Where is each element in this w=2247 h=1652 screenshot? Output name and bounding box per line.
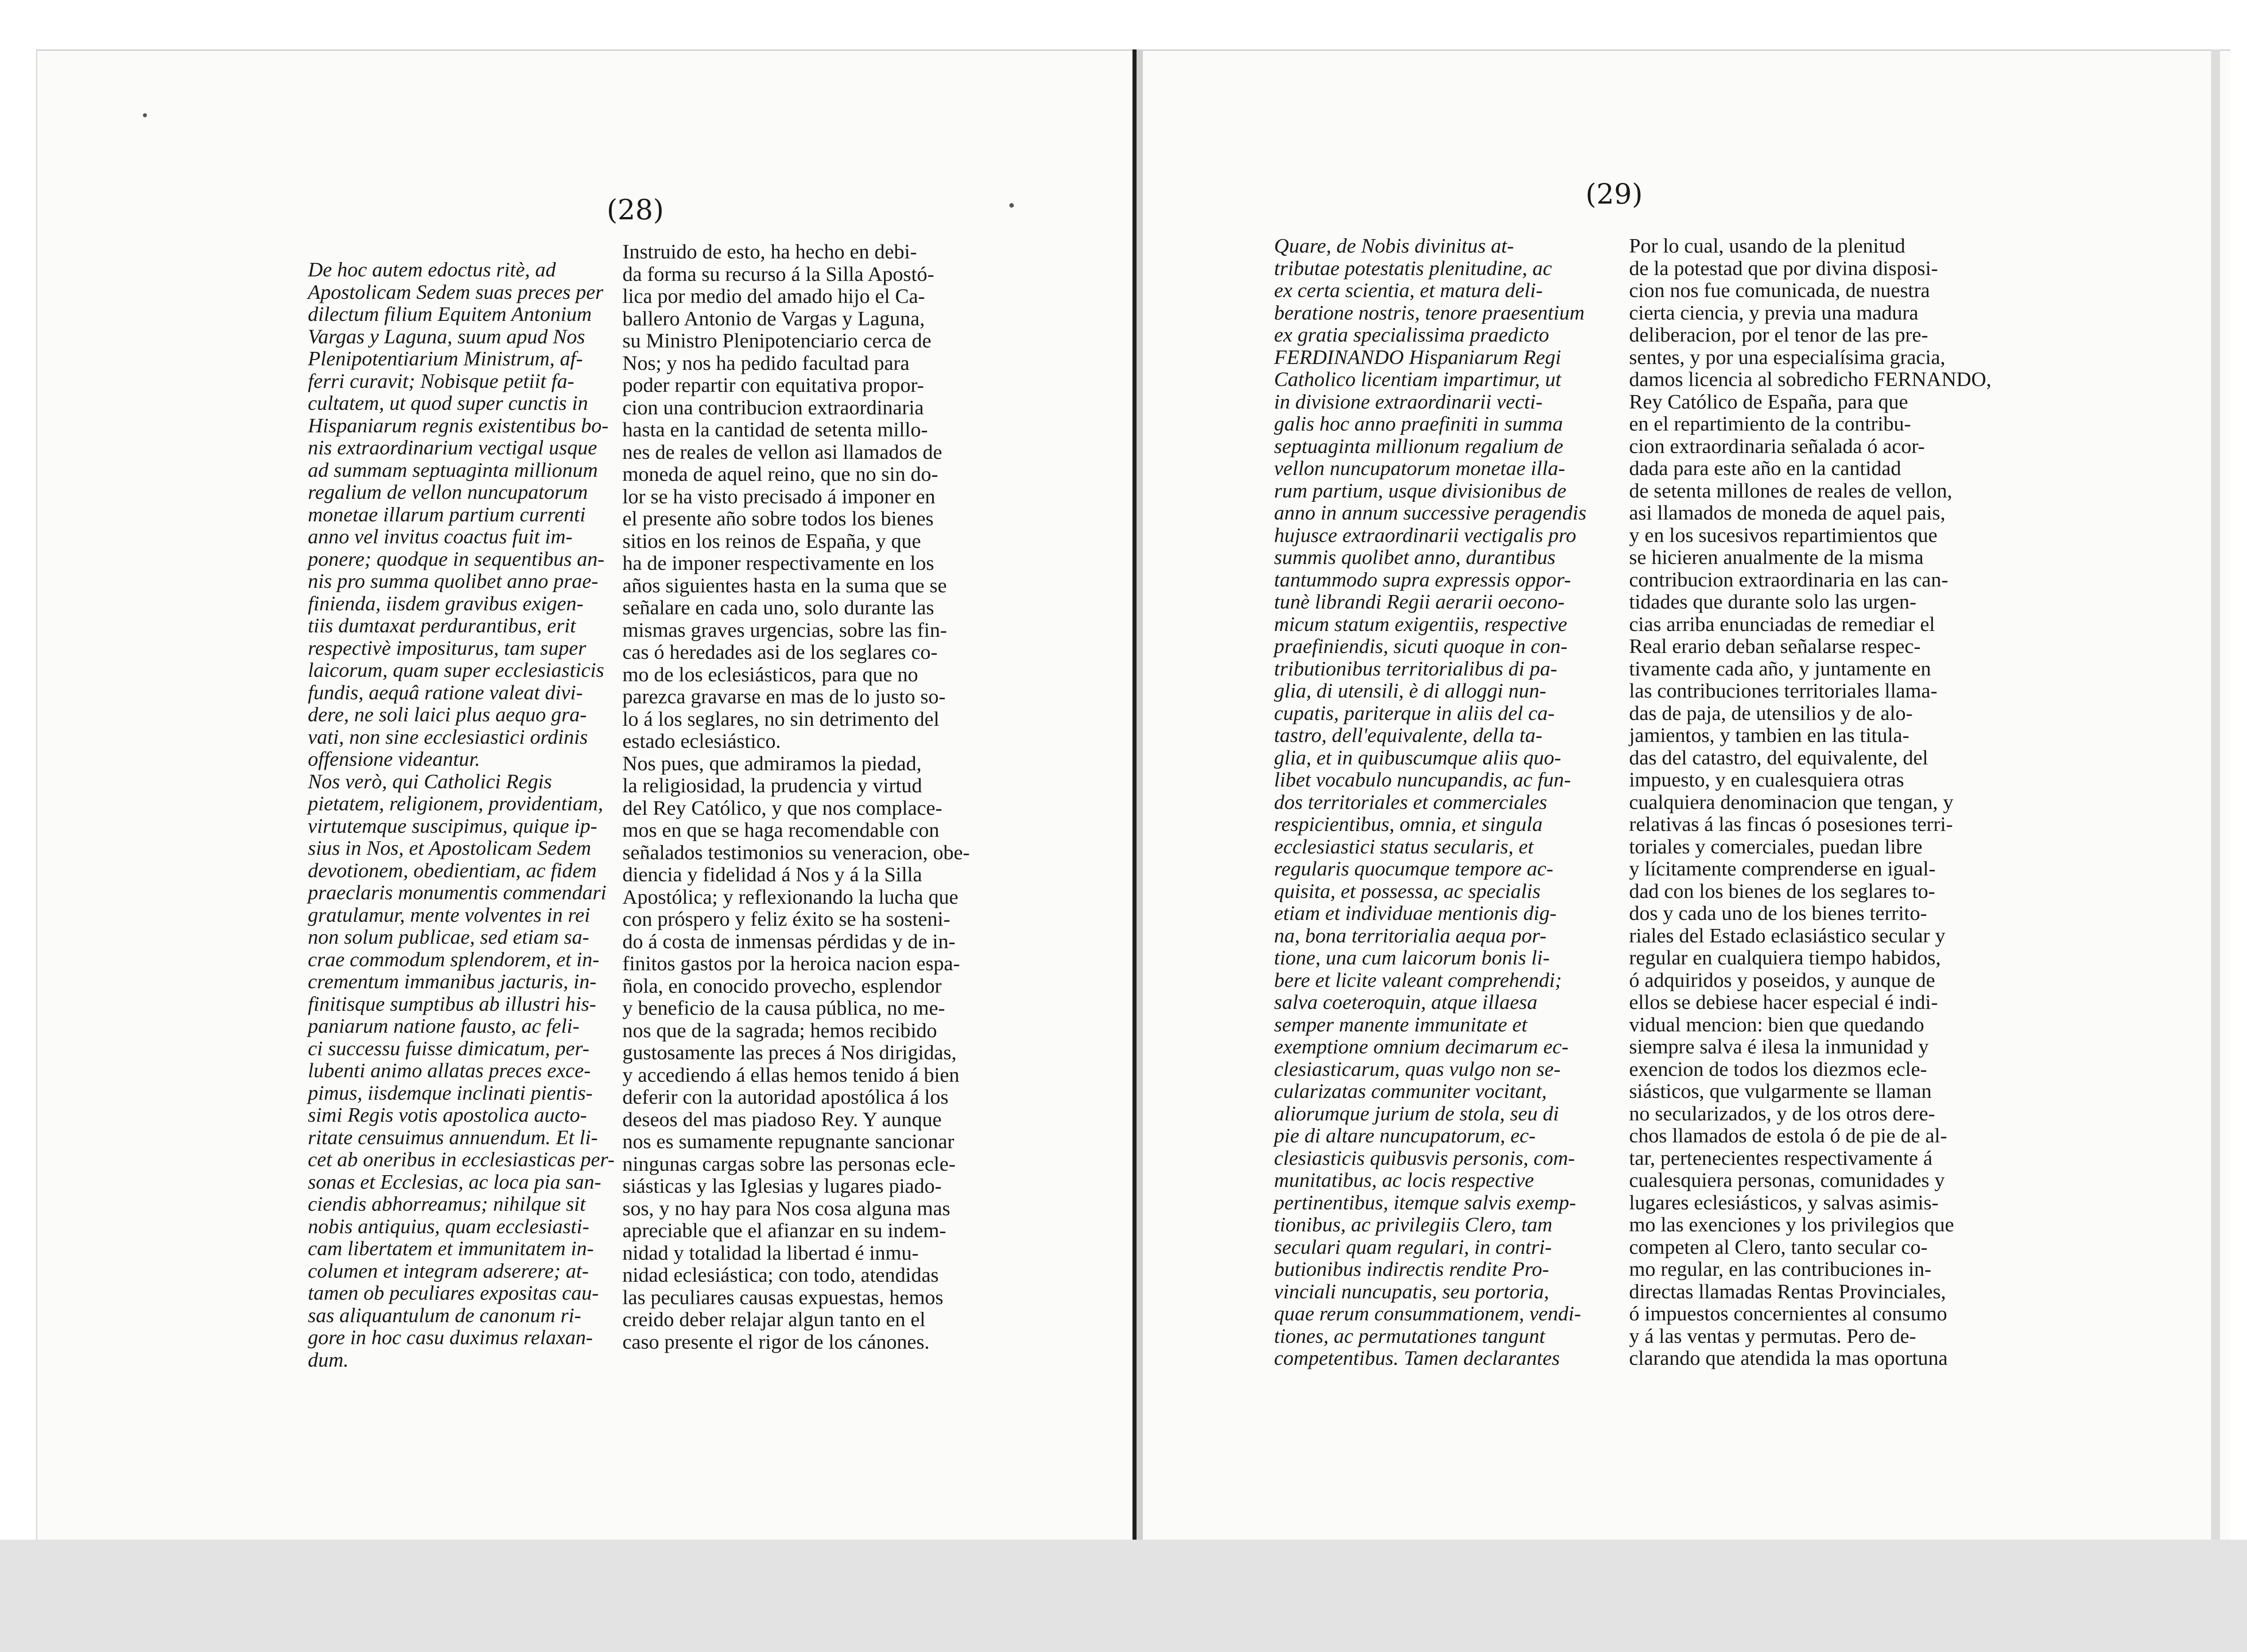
text-line: hujusce extraordinarii vectigalis pro: [1274, 523, 1576, 546]
text-line: tidades que durante solo las urgen-: [1629, 590, 1917, 613]
text-line: tionibus, ac privilegiis Clero, tam: [1274, 1213, 1553, 1236]
text-line: tantummodo supra expressis oppor-: [1274, 568, 1571, 591]
page-number-right: (29): [1585, 178, 1643, 210]
text-line: exemptione omnium decimarum ec-: [1274, 1035, 1569, 1058]
text-line: lugares eclesiásticos, y salvas asimis-: [1629, 1190, 1939, 1214]
text-line: bere et licite valeant comprehendi;: [1274, 968, 1562, 991]
text-line: beratione nostris, tenore praesentium: [1274, 301, 1585, 324]
text-line: deliberacion, por el tenor de las pre-: [1629, 323, 1928, 346]
text-line: praeclaris monumentis commendari: [308, 881, 607, 904]
text-line: sas aliquantulum de canonum ri-: [308, 1303, 582, 1327]
text-line: mo las exenciones y los privilegios que: [1629, 1213, 1954, 1236]
text-line: exencion de todos los diezmos ecle-: [1629, 1057, 1927, 1080]
text-line: ponere; quodque in sequentibus an-: [308, 547, 605, 570]
text-line: cualesquiera personas, comunidades y: [1629, 1168, 1945, 1191]
text-line: competen al Clero, tanto secular co-: [1629, 1235, 1928, 1258]
left-spanish-column: [622, 240, 995, 1353]
text-line: estado eclesiástico.: [622, 729, 781, 752]
text-line: butionibus indirectis rendite Pro-: [1274, 1257, 1549, 1280]
text-line: crementum immanibus jacturis, in-: [308, 970, 597, 993]
text-line: se hicieren anualmente de la misma: [1629, 546, 1924, 568]
text-line: siempre salva é ilesa la inmunidad y: [1629, 1035, 1929, 1058]
text-line: años siguientes hasta en la suma que se: [622, 573, 947, 597]
text-line: dere, ne soli laici plus aequo gra-: [308, 703, 587, 726]
text-line: tamen ob peculiares expositas cau-: [308, 1281, 599, 1304]
text-line: cultatem, ut quod super cunctis in: [308, 391, 588, 414]
text-line: cias arriba enunciadas de remediar el: [1629, 612, 1935, 635]
text-line: asi llamados de moneda de aquel pais,: [1629, 501, 1945, 524]
text-line: Nos pues, que admiramos la piedad,: [622, 751, 922, 775]
text-line: tastro, dell'equivalente, della ta-: [1274, 724, 1543, 746]
text-line: mos en que se haga recomendable con: [622, 818, 940, 841]
text-line: na, bona territorialia aequa por-: [1274, 924, 1547, 947]
text-line: clesiasticarum, quas vulgo non se-: [1274, 1057, 1561, 1080]
text-line: ex gratia specialissima praedicto: [1274, 323, 1549, 346]
text-line: señalados testimonios su veneracion, obe-: [622, 840, 970, 864]
text-line: sos, y no hay para Nos cosa alguna mas: [622, 1196, 950, 1220]
text-line: mismas graves urgencias, sobre las fin-: [622, 618, 947, 641]
text-line: vati, non sine ecclesiastici ordinis: [308, 725, 588, 748]
text-line: creido deber relajar algun tanto en el: [622, 1308, 926, 1331]
text-line: la religiosidad, la prudencia y virtud: [622, 774, 922, 797]
text-line: paniarum natione fausto, ac feli-: [308, 1014, 580, 1037]
text-line: Hispaniarum regnis existentibus bo-: [308, 413, 609, 437]
text-line: dad con los bienes de los seglares to-: [1629, 879, 1935, 902]
text-line: ferri curavit; Nobisque petiit fa-: [308, 369, 574, 392]
text-line: de la potestad que por divina disposi-: [1629, 256, 1938, 280]
text-line: tunè librandi Regii aerarii oecono-: [1274, 590, 1565, 613]
text-line: dum.: [308, 1348, 349, 1371]
text-line: da forma su recurso á la Silla Apostó-: [622, 262, 934, 285]
text-line: tar, pertenecientes respectivamente á: [1629, 1146, 1932, 1169]
text-line: ritate censuimus annuendum. Et li-: [308, 1125, 598, 1149]
text-line: del Rey Católico, y que nos complace-: [622, 796, 942, 819]
text-line: dos y cada uno de los bienes territo-: [1629, 901, 1927, 924]
text-line: quisita, et possessa, ac specialis: [1274, 879, 1541, 902]
text-line: ellos se debiese hacer especial é indi-: [1629, 990, 1938, 1013]
text-line: do á costa de inmensas pérdidas y de in-: [622, 929, 955, 953]
text-line: gustosamente las preces á Nos dirigidas,: [622, 1041, 957, 1064]
text-line: impuesto, y en cualesquiera otras: [1629, 768, 1904, 791]
text-line: tributionibus territorialibus di pa-: [1274, 657, 1558, 680]
text-line: nos que de la sagrada; hemos recibido: [622, 1018, 937, 1042]
book-gutter: [1132, 49, 1137, 1540]
text-line: nis extraordinarium vectigal usque: [308, 436, 597, 459]
text-line: finitos gastos por la heroica nacion espa-: [622, 952, 960, 975]
page-edge: [2211, 49, 2220, 1540]
text-line: offensione videantur.: [308, 747, 480, 770]
text-line: Real erario deban señalarse respec-: [1629, 635, 1921, 657]
text-line: sentes, y por una especialísima gracia,: [1629, 345, 1945, 369]
text-line: laicorum, quam super ecclesiasticis: [308, 658, 604, 681]
text-line: y á las ventas y permutas. Pero de-: [1629, 1324, 1916, 1347]
text-line: salva coeteroquin, atque illaesa: [1274, 990, 1537, 1013]
text-line: sius in Nos, et Apostolicam Sedem: [308, 836, 591, 859]
text-line: siásticas y las Iglesias y lugares piado-: [622, 1174, 942, 1197]
text-line: cierta ciencia, y previa una madura: [1629, 301, 1918, 324]
text-line: ciendis abhorreamus; nihilque sit: [308, 1192, 586, 1215]
text-line: jamientos, y tambien en las titula-: [1629, 724, 1910, 746]
text-line: clarando que atendida la mas oportuna: [1629, 1346, 1948, 1369]
gutter-shadow: [1137, 49, 1143, 1540]
page-number-left: (28): [607, 193, 664, 226]
text-line: in divisione extraordinarii vecti-: [1274, 390, 1543, 413]
paper-speck: [1009, 203, 1014, 208]
text-line: devotionem, obedientiam, ac fidem: [308, 858, 597, 882]
text-line: tivamente cada año, y juntamente en: [1629, 657, 1931, 680]
text-line: cion una contribucion extraordinaria: [622, 395, 924, 419]
text-line: Plenipotentiarium Ministrum, af-: [308, 347, 583, 370]
text-line: cion extraordinaria señalada ó acor-: [1629, 434, 1925, 457]
text-line: seculari quam regulari, in contri-: [1274, 1235, 1552, 1258]
text-line: gore in hoc casu duximus relaxan-: [308, 1326, 593, 1349]
text-line: glia, di utensili, è di alloggi nun-: [1274, 679, 1546, 702]
text-line: Catholico licentiam impartimur, ut: [1274, 368, 1561, 391]
text-line: pertinentibus, itemque salvis exemp-: [1274, 1190, 1576, 1214]
text-line: competentibus. Tamen declarantes: [1274, 1346, 1560, 1369]
text-line: apreciable que el afianzar en su indem-: [622, 1219, 946, 1242]
text-line: tiis dumtaxat perdurantibus, erit: [308, 614, 576, 637]
text-line: das de paja, de utensilios y de alo-: [1629, 701, 1913, 724]
text-line: deseos del mas piadoso Rey. Y aunque: [622, 1107, 942, 1131]
text-line: sitios en los reinos de España, y que: [622, 529, 921, 552]
text-line: con próspero y feliz éxito se ha sosteni-: [622, 907, 950, 930]
text-line: septuaginta millionum regalium de: [1274, 434, 1563, 457]
text-line: y accediendo á ellas hemos tenido á bien: [622, 1063, 959, 1086]
text-line: moneda de aquel reino, que no sin do-: [622, 462, 938, 485]
text-line: summis quolibet anno, durantibus: [1274, 546, 1556, 568]
text-line: deferir con la autoridad apostólica á los: [622, 1085, 949, 1108]
text-line: pietatem, religionem, providentiam,: [308, 792, 604, 815]
text-line: anno vel invitus coactus fuit im-: [308, 525, 573, 548]
text-line: toriales y comerciales, puedan libre: [1629, 835, 1923, 858]
text-line: semper manente immunitate et: [1274, 1013, 1528, 1036]
text-line: galis hoc anno praefiniti in summa: [1274, 412, 1563, 435]
text-line: regularis quocumque tempore ac-: [1274, 857, 1554, 880]
text-line: ad summam septuaginta millionum: [308, 458, 598, 481]
text-line: lica por medio del amado hijo el Ca-: [622, 284, 925, 307]
text-line: riales del Estado eclasiástico secular y: [1629, 924, 1945, 947]
text-line: micum statum exigentiis, respective: [1274, 612, 1568, 635]
text-line: clesiasticis quibusvis personis, com-: [1274, 1146, 1575, 1169]
text-line: señalare en cada uno, solo durante las: [622, 596, 934, 619]
text-line: nis pro summa quolibet anno prae-: [308, 569, 599, 592]
text-line: chos llamados de estola ó de pie de al-: [1629, 1124, 1947, 1147]
text-line: nidad eclesiástica; con todo, atendidas: [622, 1263, 939, 1286]
text-line: las contribuciones territoriales llama-: [1629, 679, 1937, 702]
text-line: monetae illarum partium currenti: [308, 502, 586, 526]
text-line: FERDINANDO Hispaniarum Regi: [1274, 345, 1561, 369]
text-line: ballero Antonio de Vargas y Laguna,: [622, 306, 925, 330]
text-line: Quare, de Nobis divinitus at-: [1274, 234, 1514, 257]
text-line: regalium de vellon nuncupatorum: [308, 480, 588, 503]
text-line: poder repartir con equitativa propor-: [622, 373, 924, 396]
text-line: cet ab oneribus in ecclesiasticas per-: [308, 1148, 615, 1171]
text-line: tiones, ac permutationes tangunt: [1274, 1324, 1545, 1347]
text-line: ecclesiastici status secularis, et: [1274, 835, 1534, 858]
right-latin-column: [1274, 235, 1607, 1369]
text-line: caso presente el rigor de los cánones.: [622, 1330, 930, 1353]
text-line: gratulamur, mente volventes in rei: [308, 903, 591, 926]
text-line: crae commodum splendorem, et in-: [308, 947, 599, 971]
text-line: parezca gravarse en mas de lo justo so-: [622, 685, 946, 708]
text-line: y beneficio de la causa pública, no me-: [622, 996, 945, 1019]
text-line: Rey Católico de España, para que: [1629, 390, 1908, 413]
text-line: fundis, aequâ ratione valeat divi-: [308, 680, 583, 704]
text-line: Nos; y nos ha pedido facultad para: [622, 351, 910, 374]
text-line: dilectum filium Equitem Antonium: [308, 302, 592, 325]
text-line: tione, una cum laicorum bonis li-: [1274, 946, 1550, 969]
text-line: siásticos, que vulgarmente se llaman: [1629, 1079, 1932, 1102]
text-line: nes de reales de vellon asi llamados de: [622, 440, 942, 463]
text-line: ningunas cargas sobre las personas ecle-: [622, 1152, 956, 1175]
text-line: en el repartimiento de la contribu-: [1629, 412, 1911, 435]
text-line: regular en cualquiera tiempo habidos,: [1629, 946, 1941, 969]
text-line: hasta en la cantidad de setenta millo-: [622, 418, 928, 441]
text-line: Apostólica; y reflexionando la lucha que: [622, 885, 959, 908]
text-line: cion nos fue comunicada, de nuestra: [1629, 279, 1930, 302]
text-line: vidual mencion: bien que quedando: [1629, 1013, 1924, 1036]
text-line: el presente año sobre todos los bienes: [622, 507, 934, 530]
text-line: diencia y fidelidad á Nos y á la Silla: [622, 863, 922, 886]
text-line: nos es sumamente repugnante sancionar: [622, 1130, 955, 1153]
text-line: las peculiares causas expuestas, hemos: [622, 1285, 944, 1309]
text-line: de setenta millones de reales de vellon,: [1629, 479, 1953, 502]
left-latin-column: [308, 258, 615, 1371]
text-line: ex certa scientia, et matura deli-: [1274, 279, 1543, 302]
scanner-bed: [0, 1540, 2247, 1652]
paper-speck: [143, 113, 147, 117]
text-line: y en los sucesivos repartimientos que: [1629, 523, 1938, 546]
text-line: dada para este año en la cantidad: [1629, 457, 1901, 480]
text-line: praefiniendis, sicuti quoque in con-: [1274, 635, 1568, 657]
text-line: columen et integram adserere; at-: [308, 1259, 589, 1282]
text-line: cualquiera denominacion que tengan, y: [1629, 790, 1954, 813]
text-line: respectivè impositurus, tam super: [308, 636, 586, 659]
text-line: lo á los seglares, no sin detrimento del: [622, 707, 940, 730]
text-line: vellon nuncupatorum monetae illa-: [1274, 457, 1565, 480]
text-line: directas llamadas Rentas Provinciales,: [1629, 1279, 1946, 1303]
text-line: no secularizados, y de los otros dere-: [1629, 1101, 1935, 1125]
text-line: Vargas y Laguna, suum apud Nos: [308, 324, 585, 348]
text-line: y lícitamente comprenderse en igual-: [1629, 857, 1936, 880]
text-line: cam libertatem et immunitatem in-: [308, 1237, 594, 1260]
text-line: nobis antiquius, quam ecclesiasti-: [308, 1214, 590, 1238]
text-line: ñola, en conocido provecho, esplendor: [622, 974, 942, 997]
text-line: simi Regis votis apostolica aucto-: [308, 1103, 587, 1126]
text-line: libet vocabulo nuncupandis, ac fun-: [1274, 768, 1571, 791]
text-line: damos licencia al sobredicho FERNANDO,: [1629, 368, 1992, 391]
right-spanish-column: [1629, 235, 1993, 1369]
text-line: ó impuestos concernientes al consumo: [1629, 1302, 1947, 1325]
text-line: anno in annum successive peragendis: [1274, 501, 1586, 524]
text-line: Instruido de esto, ha hecho en debi-: [622, 240, 917, 263]
text-line: lubenti animo allatas preces exce-: [308, 1059, 591, 1082]
text-line: pimus, iisdemque inclinati pientis-: [308, 1081, 593, 1104]
text-line: tributae potestatis plenitudine, ac: [1274, 256, 1552, 280]
text-line: pie di altare nuncupatorum, ec-: [1274, 1124, 1536, 1147]
text-line: dos territoriales et commerciales: [1274, 790, 1547, 813]
text-line: non solum publicae, sed etiam sa-: [308, 925, 590, 948]
text-line: aliorumque jurium de stola, seu di: [1274, 1101, 1559, 1125]
text-line: Nos verò, qui Catholici Regis: [308, 769, 552, 793]
text-line: mo de los eclesiásticos, para que no: [622, 662, 918, 686]
text-line: cularizatas communiter vocitant,: [1274, 1079, 1547, 1102]
text-line: finienda, iisdem gravibus exigen-: [308, 591, 584, 615]
text-line: rum partium, usque divisionibus de: [1274, 479, 1567, 502]
text-line: ó adquiridos y poseidos, y aunque de: [1629, 968, 1935, 991]
text-line: relativas á las fincas ó posesiones terri-: [1629, 813, 1953, 835]
text-line: glia, et in quibuscumque aliis quo-: [1274, 746, 1561, 769]
text-line: Apostolicam Sedem suas preces per: [308, 280, 604, 303]
text-line: contribucion extraordinaria en las can-: [1629, 568, 1949, 591]
text-line: cupatis, pariterque in aliis del ca-: [1274, 701, 1555, 724]
text-line: respicientibus, omnia, et singula: [1274, 813, 1543, 835]
text-line: ci successu fuisse dimicatum, per-: [308, 1036, 590, 1060]
text-line: lor se ha visto precisado á imponer en: [622, 484, 936, 508]
text-line: ha de imponer respectivamente en los: [622, 551, 934, 574]
text-line: sonas et Ecclesias, ac loca pia san-: [308, 1170, 601, 1193]
text-line: mo regular, en las contribuciones in-: [1629, 1257, 1932, 1280]
text-line: cas ó heredades asi de los seglares co-: [622, 640, 938, 663]
text-line: su Ministro Plenipotenciario cerca de: [622, 329, 932, 352]
text-line: De hoc autem edoctus ritè, ad: [308, 258, 556, 281]
text-line: quae rerum consummationem, vendi-: [1274, 1302, 1581, 1325]
text-line: finitisque sumptibus ab illustri his-: [308, 992, 596, 1015]
text-line: Por lo cual, usando de la plenitud: [1629, 234, 1905, 257]
text-line: nidad y totalidad la libertad é inmu-: [622, 1241, 919, 1264]
text-line: das del catastro, del equivalente, del: [1629, 746, 1928, 769]
text-line: munitatibus, ac locis respective: [1274, 1168, 1534, 1191]
text-line: virtutemque suscipimus, quique ip-: [308, 814, 597, 837]
text-line: vinciali nuncupatis, seu portoria,: [1274, 1279, 1550, 1303]
text-line: etiam et individuae mentionis dig-: [1274, 901, 1557, 924]
